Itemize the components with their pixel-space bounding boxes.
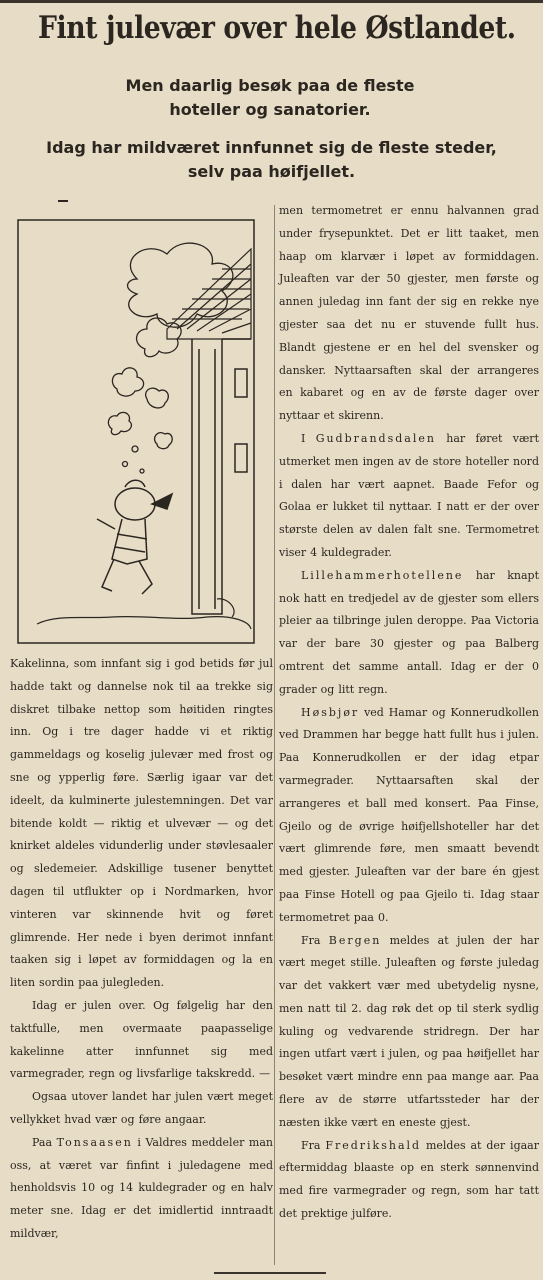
smoke-cloud [108, 243, 233, 473]
right-column [279, 200, 539, 1226]
paragraph [279, 930, 539, 1135]
subheadline-2 [4, 136, 539, 184]
paragraph [10, 1132, 273, 1246]
paragraph: men termometret er ennu halvannen grad under frysepunktet. Det er litt taaket, men haap om klarvær i løpet av formiddagen. Juleaften var der 50 gjester, men første og annen juledag inn fant der sig en rekke nye gjester saa det nu er stuvende fullt hus. Blandt gjestene er en hel del svensker og dansker. Nyttaarsaften skal der arrangeres en kabaret og en av de første dager over nyttaar et skirenn. [279, 204, 539, 423]
subheadline-1-line: Men daarlig besøk paa de fleste [125, 76, 415, 95]
paragraph [279, 1135, 539, 1226]
place-name: Lillehammerhotellene [301, 568, 464, 582]
lead-word: Fra [301, 933, 329, 947]
paragraph-body: i Valdres meddeler man oss, at været var finfint i juledagene med henholdsvis 10 og 14 kuldegrader og en halv meter sne. Idag er det imidlertid inntraadt mildvær, [10, 1135, 273, 1240]
subheadline-2-line: Idag har mildværet innfunnet sig de fleste steder, [46, 138, 497, 157]
paragraph: Idag er julen over. Og følgelig har den taktfulle, men overmaate paapasselige kakelinne atter innfunnet sig med varmegrader, regn og livsfarlige takskredd. — [10, 998, 273, 1081]
place-name: Bergen [328, 933, 382, 947]
stove-figure [97, 480, 172, 594]
paragraph [279, 702, 539, 930]
paragraph: Ogsaa utover landet har julen vært meget vellykket hvad vær og føre angaar. [10, 1090, 273, 1126]
paragraph [279, 565, 539, 702]
lead-word: I [301, 431, 316, 445]
paragraph: Kakelinna, som innfant sig i god betids før jul hadde takt og dannelse nok til aa trekke sig diskret tilbake nettop som høitiden ringtes inn. Og i tre dager hadde vi et riktig gammeldags og koselig julevær med frost og sne og ypperlig føre. Særlig igaar var det ideelt, da kulminerte julestemningen. Det var bitende koldt — riktig et ulvevær — og det knirket aldeles vidunderlig under støvlesaaler og sledemeier. Adskillige tusener benyttet dagen til utflukter op i Nordmarken, hvor vinteren var skinnende hvit og føret glimrende. Her nede i byen derimot innfant taaken sig i løpet av formiddagen og la en liten sordin paa julegleden. [10, 657, 273, 990]
paragraph [279, 428, 539, 565]
subheadline-1-line: hoteller og sanatorier. [169, 100, 371, 119]
place-name: Fredrikshald [325, 1138, 422, 1152]
paragraph-body: ved Hamar og Konnerudkollen ved Drammen har begge hatt fullt hus i julen. Paa Konnerudkollen er der idag etpar varmegrader. Nyttaarsaften skal der arrangeres et ball med konsert. Paa Finse, Gjeilo og de øvrige høifjellshoteller har det vært glimrende føre, men smaatt bevendt med gjester. Juleaften var der bare én gjest paa Finse Hotell og paa Gjeilo ti. Idag staar termometret paa 0. [279, 705, 539, 924]
top-rule [0, 0, 543, 3]
place-name: Tonsaasen [56, 1135, 133, 1149]
place-name: Høsbjør [301, 705, 360, 719]
lead-word: Fra [301, 1138, 326, 1152]
subheadline-1 [40, 74, 500, 122]
cartoon-illustration [17, 219, 255, 644]
headline: Fint julevær over hele Østlandet. [38, 10, 516, 46]
roof [167, 249, 251, 339]
paragraph-body: meldes at der igaar eftermiddag blaaste op en sterk sønnenvind med fire varmegrader og regn, som har tatt det prektige julføre. [279, 1138, 539, 1221]
bottom-rule [214, 1272, 326, 1274]
dash-mark [58, 200, 68, 202]
paragraph-body: har knapt nok hatt en tredjedel av de gjester som ellers pleier aa tilbringe julen deroppe. Paa Victoria var der bare 30 gjester og paa Balberg omtrent det samme antall. Idag er der 0 grader og litt regn. [279, 568, 539, 696]
paragraph-body: har føret vært utmerket men ingen av de store hoteller nord i dalen har vært aapnet. Baade Fefor og Golaa er lukket til nyttaar. I natt er der over største delen av dalen falt sne. Termometret viser 4 kuldegrader. [279, 431, 539, 559]
column-divider [274, 205, 275, 1265]
paragraph-body: meldes at julen der har vært meget stille. Juleaften og første juledag var det vakkert vær med ubetydelig nysne, men natt til 2. dag røk det op til sterk sydlig kuling og vedvarende stridregn. Der har ingen utfart vært i julen, og paa høifjellet har besøket vært mindre enn paa mange aar. Paa flere av de større utfartssteder har der næsten ikke vært en eneste gjest. [279, 933, 539, 1129]
subheadline-2-line: selv paa høifjellet. [187, 162, 356, 181]
left-column [10, 653, 273, 1246]
lead-word: Paa [32, 1135, 57, 1149]
place-name: Gudbrandsdalen [315, 431, 436, 445]
house-wall [192, 339, 251, 614]
